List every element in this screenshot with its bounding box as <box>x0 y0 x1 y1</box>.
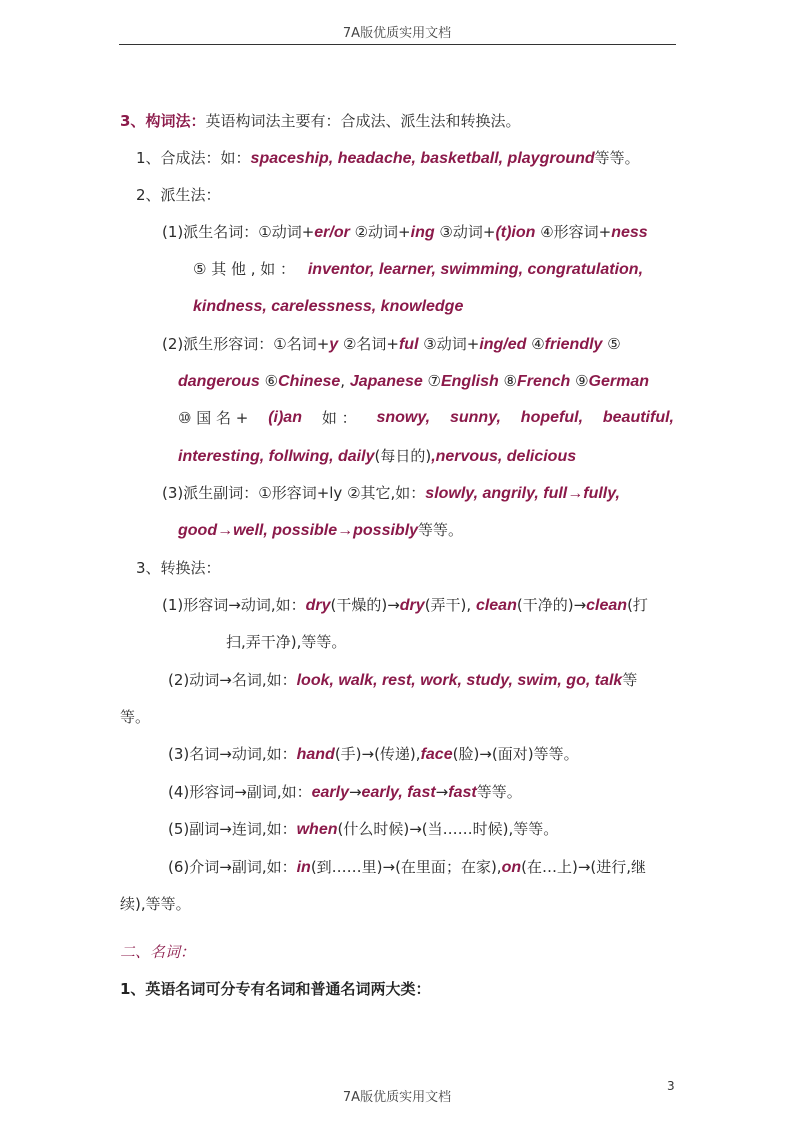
text: (打 <box>627 596 648 614</box>
conversion-item-2 <box>168 669 637 692</box>
example-dry: dry <box>305 597 331 614</box>
suffix-tion: (t)ion <box>495 224 536 241</box>
text: (弄干), <box>424 596 476 614</box>
conversion-verb-noun-examples: look, walk, rest, work, study, swim, go, talk <box>296 672 623 689</box>
text: ④形容词+ <box>535 223 612 241</box>
conversion-item-5 <box>168 818 558 841</box>
text: (2)动词→名词,如： <box>168 671 297 689</box>
conversion-item-6 <box>168 856 646 879</box>
example-fast: fast <box>448 784 477 801</box>
text: (手)→(传递), <box>334 745 421 763</box>
example-beautiful: beautiful, <box>602 409 674 426</box>
conversion-item-6-cont: 续),等等。 <box>120 895 191 913</box>
text: ⑧ <box>498 372 517 390</box>
section-3-number: 3、 <box>120 112 146 130</box>
page-footer: 7A版优质实用文档 <box>342 1090 452 1105</box>
text: (每日的) <box>374 447 432 465</box>
example-hopeful: hopeful, <box>520 409 584 426</box>
text: 如 ： <box>321 409 357 427</box>
text: (到……里)→(在里面；在家), <box>310 858 502 876</box>
example-snowy: snowy, <box>376 409 431 426</box>
derived-adverb-examples-cont: good→well, possible→possibly <box>178 522 419 539</box>
text: 等等。 <box>476 783 522 801</box>
text: 等等。 <box>418 521 464 539</box>
text: (在…上)→(进行,继 <box>521 858 647 876</box>
section-3-heading <box>120 110 520 132</box>
page-number: 3 <box>667 1079 675 1093</box>
suffix-ing-ed: ing/ed <box>479 336 527 353</box>
example-when: when <box>296 821 338 838</box>
text: (干燥的)→ <box>330 596 400 614</box>
derived-noun-examples: inventor, learner, swimming, congratulation, <box>307 261 644 278</box>
compound-examples: spaceship, headache, basketball, playground <box>250 150 595 167</box>
header-rule <box>119 44 676 45</box>
example-clean: clean <box>586 597 628 614</box>
example-clean: clean <box>475 597 517 614</box>
text: ②动词+ <box>349 223 411 241</box>
derived-adjective-examples-cont: ,nervous, delicious <box>431 448 577 465</box>
text: (6)介词→副词,如： <box>168 858 297 876</box>
conversion-item-1-cont: 扫,弄干净),等等。 <box>226 633 347 651</box>
text: → <box>435 783 449 801</box>
text: ⑦ <box>422 372 441 390</box>
compound-tail: 等等。 <box>594 149 640 167</box>
conversion-item-4 <box>168 781 522 804</box>
text: (2)派生形容词：①名词+ <box>162 335 330 353</box>
conversion-label: 3、转换法： <box>136 559 221 577</box>
text: ⑨ <box>570 372 589 390</box>
example-friendly: friendly <box>544 336 603 353</box>
text: → <box>348 783 362 801</box>
suffix-y: y <box>329 336 339 353</box>
derivation-label: 2、派生法： <box>136 186 221 204</box>
text: (什么时候)→(当……时候),等等。 <box>337 820 559 838</box>
example-french: French <box>516 373 571 390</box>
conversion-item-1 <box>162 594 648 617</box>
example-early-fast: early, fast <box>361 784 436 801</box>
text: ③动词+ <box>434 223 496 241</box>
text: ⑩ 国 名 + <box>178 409 249 427</box>
conversion-item-3 <box>168 743 579 766</box>
example-hand: hand <box>296 746 335 763</box>
conversion-item-2-cont: 等。 <box>120 708 151 726</box>
derived-adjective-examples: interesting, follwing, daily <box>178 448 375 465</box>
example-german: German <box>588 373 649 390</box>
derived-adverbs-line-2 <box>178 519 463 542</box>
text: ⑥ <box>259 372 279 390</box>
derived-adverb-examples: slowly, angrily, full→fully, <box>425 485 620 502</box>
section-3-title: 构词法： <box>145 112 206 130</box>
page-header: 7A版优质实用文档 <box>342 26 452 41</box>
text: ⑤ 其 他 , 如 ： <box>193 260 296 278</box>
noun-section-title: 二、名词： <box>120 943 196 961</box>
text: (3)派生副词：①形容词+ly ②其它,如： <box>162 484 426 502</box>
compound-label: 1、合成法：如： <box>136 149 251 167</box>
text: (1)形容词→动词,如： <box>162 596 306 614</box>
text: ②名词+ <box>338 335 399 353</box>
example-english: English <box>440 373 499 390</box>
section-3-intro: 英语构词法主要有：合成法、派生法和转换法。 <box>205 112 521 130</box>
example-sunny: sunny, <box>449 409 501 426</box>
suffix-ian: (i)an <box>268 409 302 426</box>
text: 等 <box>622 671 638 689</box>
example-japanese: Japanese <box>349 373 423 390</box>
text: (5)副词→连词,如： <box>168 820 297 838</box>
text: ③动词+ <box>418 335 480 353</box>
example-chinese: Chinese <box>278 373 341 390</box>
derived-adjectives-line-4 <box>178 445 576 468</box>
suffix-ful: ful <box>398 336 419 353</box>
text: (1)派生名词：①动词+ <box>162 223 315 241</box>
example-on: on <box>501 859 522 876</box>
derived-nouns-line-2 <box>193 258 643 281</box>
example-early: early <box>311 784 349 801</box>
derived-adjectives-line-2 <box>178 370 649 393</box>
example-face: face <box>420 746 453 763</box>
derived-adjectives-line-3 <box>178 407 674 429</box>
suffix-ness: ness <box>611 224 648 241</box>
derived-noun-examples-cont: kindness, carelessness, knowledge <box>193 298 464 315</box>
suffix-er-or: er/or <box>314 224 350 241</box>
text: (干净的)→ <box>516 596 587 614</box>
example-dangerous: dangerous <box>178 373 260 390</box>
derived-adverbs-line-1 <box>162 482 620 505</box>
example-dry: dry <box>399 597 425 614</box>
text: (4)形容词→副词,如： <box>168 783 312 801</box>
example-in: in <box>296 859 311 876</box>
text: (3)名词→动词,如： <box>168 745 297 763</box>
derived-nouns-line-3 <box>193 295 463 318</box>
compound-line <box>136 147 640 170</box>
derived-nouns-line-1 <box>162 221 648 244</box>
text: (脸)→(面对)等等。 <box>452 745 579 763</box>
noun-subheading-1: 1、英语名词可分专有名词和普通名词两大类： <box>120 980 431 998</box>
text: ④ <box>526 335 545 353</box>
suffix-ing: ing <box>410 224 435 241</box>
derived-adjectives-line-1 <box>162 333 621 356</box>
text: , <box>340 372 350 390</box>
text: ⑤ <box>602 335 621 353</box>
